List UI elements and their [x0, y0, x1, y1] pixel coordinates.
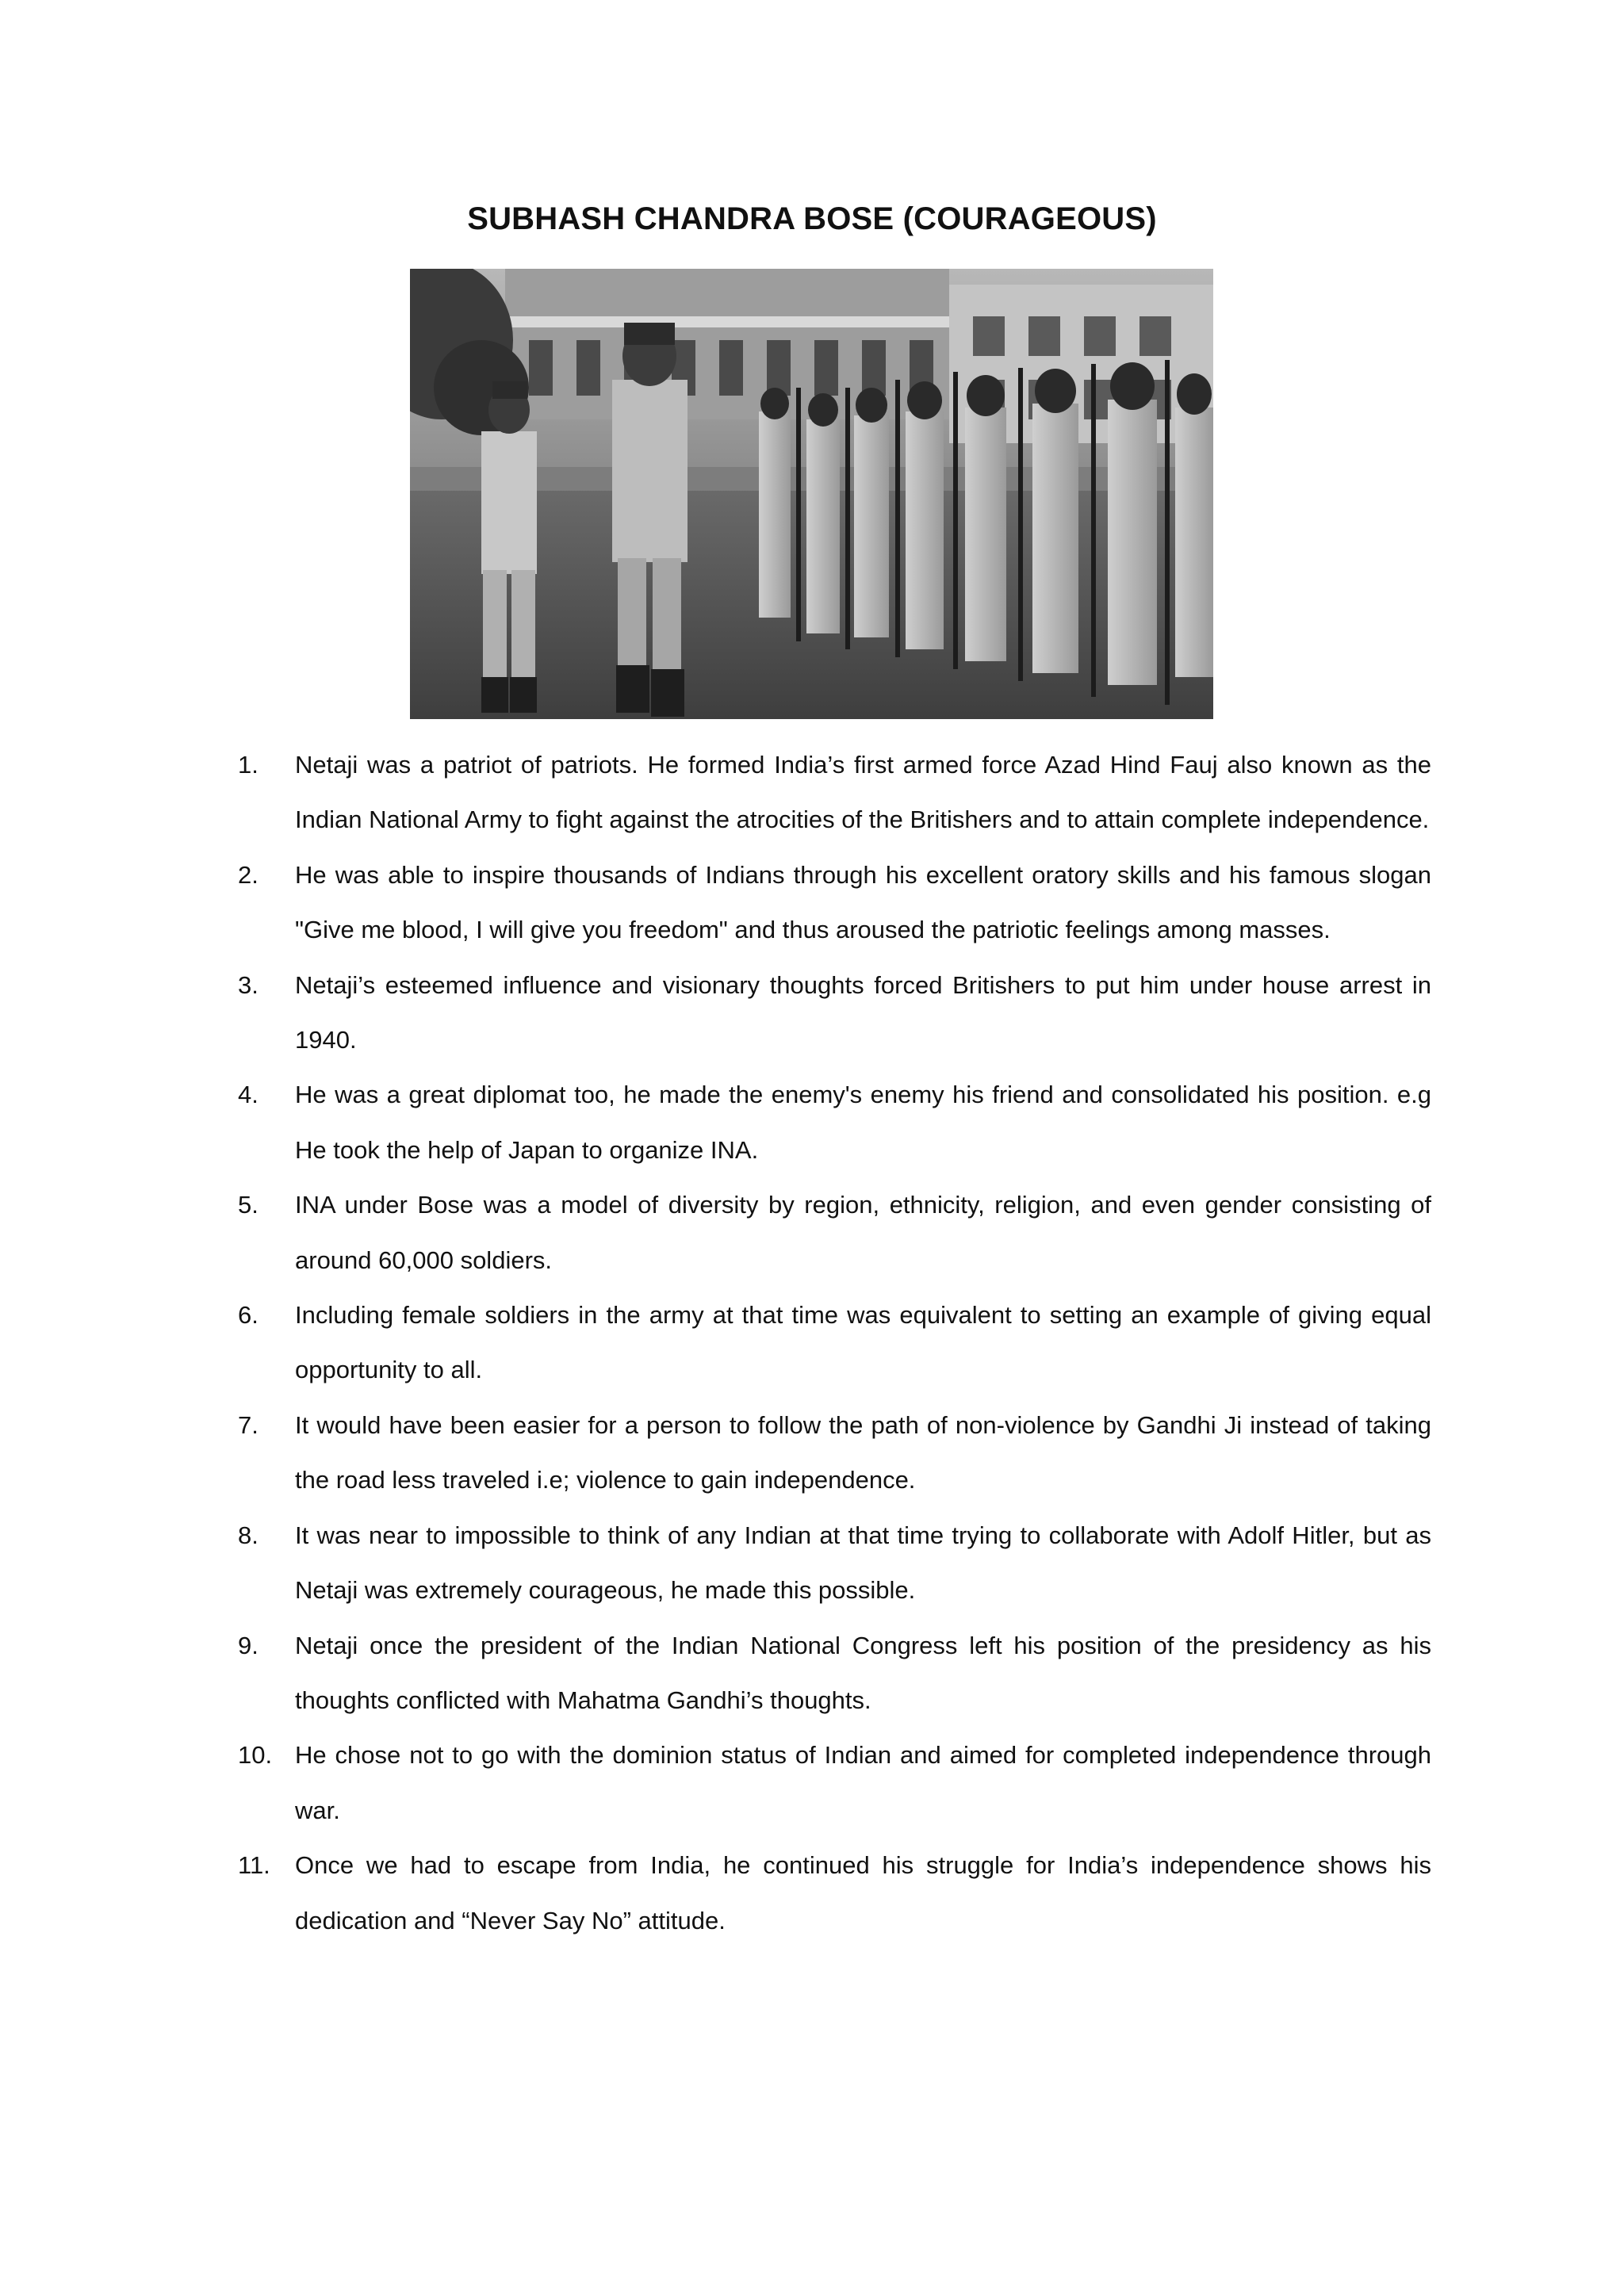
item-number: 9. — [238, 1631, 259, 1659]
item-number: 8. — [238, 1521, 259, 1549]
historical-photo — [410, 269, 1213, 719]
points-list — [238, 737, 1431, 1948]
item-text: He was a great diplomat too, he made the enemy's enemy his friend and consolidated his position. e.g He took the help of Japan to organize INA. — [295, 1081, 1431, 1164]
item-number: 2. — [238, 860, 259, 889]
list-item — [238, 848, 1431, 958]
item-number: 4. — [238, 1081, 259, 1109]
page-title: SUBHASH CHANDRA BOSE (COURAGEOUS) — [467, 201, 1157, 236]
item-text: Including female soldiers in the army at that time was equivalent to setting an example of giving equal opportunity to all. — [295, 1301, 1431, 1384]
list-item — [238, 1728, 1431, 1838]
item-number: 11. — [238, 1851, 270, 1880]
item-number: 6. — [238, 1301, 259, 1330]
list-item — [238, 737, 1431, 848]
item-number: 3. — [238, 970, 259, 999]
list-item — [238, 1288, 1431, 1398]
list-item — [238, 1618, 1431, 1728]
item-text: It was near to impossible to think of any Indian at that time trying to collaborate with Adolf Hitler, but as Netaji was extremely courageous, he made this possible. — [295, 1521, 1431, 1605]
list-item — [238, 958, 1431, 1068]
item-text: It would have been easier for a person to follow the path of non-violence by Gandhi Ji instead of taking the road less traveled i.e; violence to gain independence. — [295, 1410, 1431, 1494]
list-item — [238, 1838, 1431, 1948]
list-item — [238, 1398, 1431, 1508]
item-text: Once we had to escape from India, he continued his struggle for India’s independence shows his dedication and “Never Say No” attitude. — [295, 1851, 1431, 1934]
item-number: 1. — [238, 751, 259, 779]
item-text: INA under Bose was a model of diversity by region, ethnicity, religion, and even gender consisting of around 60,000 soldiers. — [295, 1191, 1431, 1274]
item-text: Netaji’s esteemed influence and visionary thoughts forced Britishers to put him under house arrest in 1940. — [295, 970, 1431, 1054]
item-number: 7. — [238, 1410, 259, 1439]
item-text: Netaji was a patriot of patriots. He formed India’s first armed force Azad Hind Fauj also known as the Indian National Army to fight against the atrocities of the Britishers and to attain complete independence. — [295, 751, 1431, 834]
list-item — [238, 1508, 1431, 1618]
list-item — [238, 1067, 1431, 1177]
item-number: 10. — [238, 1741, 273, 1770]
item-number: 5. — [238, 1191, 259, 1219]
item-text: He was able to inspire thousands of Indians through his excellent oratory skills and his famous slogan "Give me blood, I will give you freedom" and thus aroused the patriotic feelings among masses. — [295, 860, 1431, 944]
item-text: He chose not to go with the dominion status of Indian and aimed for completed independence through war. — [295, 1741, 1431, 1824]
photo-illustration-icon — [410, 269, 1213, 719]
item-text: Netaji once the president of the Indian National Congress left his position of the presidency as his thoughts conflicted with Mahatma Gandhi’s thoughts. — [295, 1631, 1431, 1714]
list-item — [238, 1177, 1431, 1288]
